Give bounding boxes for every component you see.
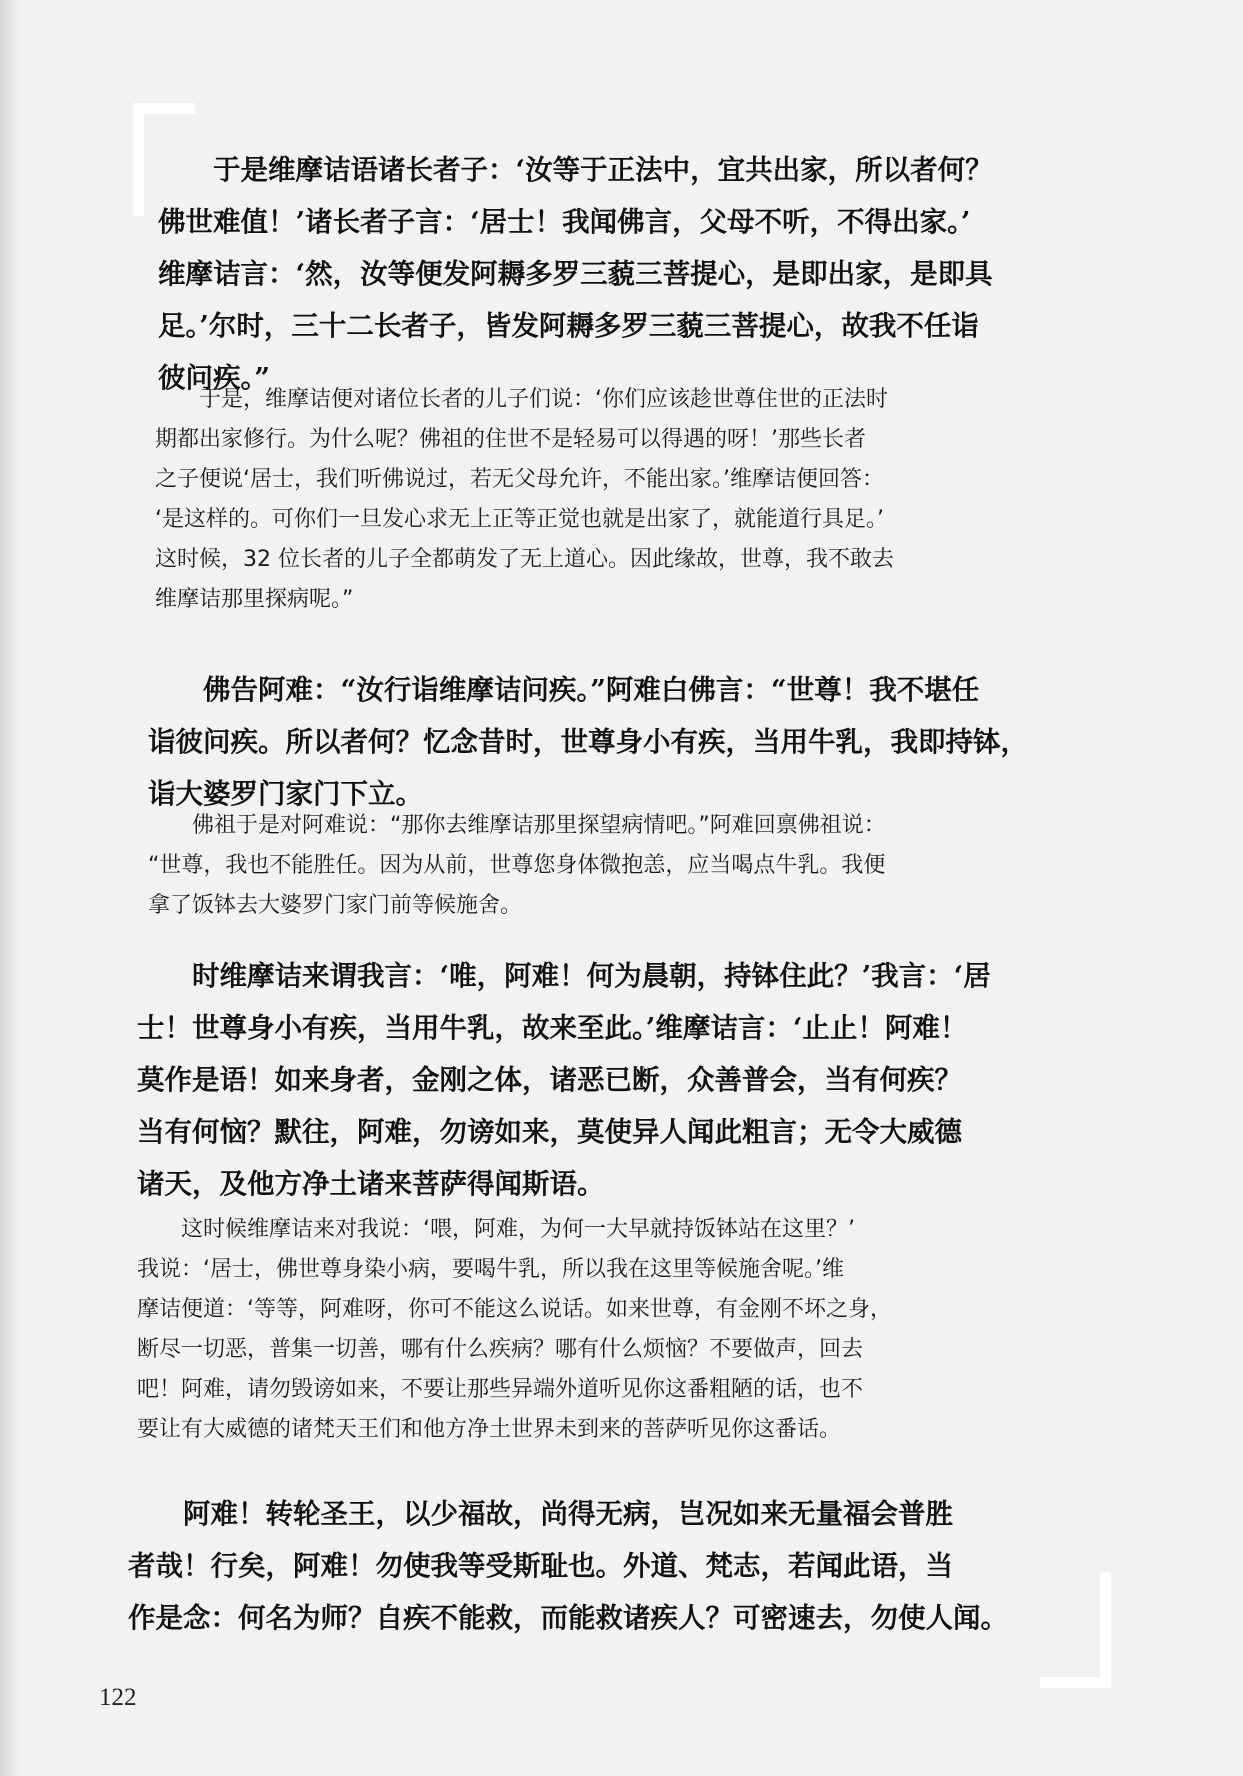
corner-mark-top-left: [133, 103, 144, 216]
text-line: 我说：‘居士，佛世尊身染小病，要喝牛乳，所以我在这里等候施舍呢。’维: [137, 1257, 844, 1282]
text-line: 诣大婆罗门家门下立。: [148, 778, 423, 810]
text-line: 这时候维摩诘来对我说：‘喂，阿难，为何一大早就持饭钵站在这里？’: [181, 1217, 855, 1242]
text-line: 佛祖于是对阿难说：“那你去维摩诘那里探望病情吧。”阿难回禀佛祖说：: [192, 813, 886, 838]
text-line: 这时候，32 位长者的儿子全都萌发了无上道心。因此缘故，世尊，我不敢去: [155, 547, 894, 572]
corner-mark-bottom-right: [1040, 1677, 1111, 1688]
corner-mark-top-left: [133, 103, 195, 114]
text-line: 之子便说‘居士，我们听佛说过，若无父母允许，不能出家。’维摩诘便回答：: [155, 467, 884, 492]
text-line: 阿难！转轮圣王，以少福故，尚得无病，岂况如来无量福会普胜: [183, 1498, 953, 1530]
text-line: 维摩诘那里探病呢。”: [155, 587, 354, 612]
sutra-passage-3: [137, 950, 1082, 1210]
text-line: 诸天，及他方净土诸来菩萨得闻斯语。: [137, 1168, 605, 1200]
text-line: ‘是这样的。可你们一旦发心求无上正等正觉也就是出家了，就能道行具足。’: [155, 507, 884, 532]
text-line: 当有何恼？默往，阿难，勿谤如来，莫使异人闻此粗言；无令大威德: [137, 1116, 962, 1148]
translation-passage-2: [148, 806, 1093, 926]
sutra-passage-4: [128, 1488, 1073, 1644]
text-line: 断尽一切恶，普集一切善，哪有什么疾病？哪有什么烦恼？不要做声，回去: [137, 1337, 864, 1362]
text-line: 者哉！行矣，阿难！勿使我等受斯耻也。外道、梵志，若闻此语，当: [128, 1550, 953, 1582]
sutra-passage-2: [148, 664, 1093, 820]
page-number: 122: [99, 1684, 137, 1711]
text-line: 足。’尔时，三十二长者子，皆发阿耨多罗三藐三菩提心，故我不任诣: [158, 310, 979, 342]
text-line: 于是，维摩诘便对诸位长者的儿子们说：‘你们应该趁世尊住世的正法时: [199, 387, 888, 412]
text-line: “世尊，我也不能胜任。因为从前，世尊您身体微抱恙，应当喝点牛乳。我便: [148, 853, 886, 878]
text-line: 佛告阿难：“汝行诣维摩诘问疾。”阿难白佛言：“世尊！我不堪任: [203, 674, 980, 706]
translation-passage-1: [155, 380, 1100, 620]
text-line: 彼问疾。”: [158, 362, 271, 394]
text-line: 拿了饭钵去大婆罗门家门前等候施舍。: [148, 893, 523, 918]
text-line: 摩诘便道：‘等等，阿难呀，你可不能这么说话。如来世尊，有金刚不坏之身，: [137, 1297, 892, 1322]
text-line: 作是念：何名为师？自疾不能救，而能救诸疾人？可密速去，勿使人闻。: [128, 1602, 1008, 1634]
text-line: 维摩诘言：‘然，汝等便发阿耨多罗三藐三菩提心，是即出家，是即具: [158, 258, 993, 290]
sutra-passage-1: [158, 144, 1103, 404]
text-line: 要让有大威德的诸梵天王们和他方净土世界未到来的菩萨听见你这番话。: [137, 1417, 842, 1442]
text-line: 期都出家修行。为什么呢？佛祖的住世不是轻易可以得遇的呀！’那些长者: [155, 427, 866, 452]
text-line: 莫作是语！如来身者，金刚之体，诸恶已断，众善普会，当有何疾？: [137, 1064, 962, 1096]
corner-mark-bottom-right: [1100, 1572, 1111, 1688]
text-line: 佛世难值！’诸长者子言：‘居士！我闻佛言，父母不听，不得出家。’: [158, 206, 971, 238]
text-line: 士！世尊身小有疾，当用牛乳，故来至此。’维摩诘言：‘止止！阿难！: [137, 1012, 968, 1044]
text-line: 于是维摩诘语诸长者子：‘汝等于正法中，宜共出家，所以者何？: [213, 154, 993, 186]
translation-passage-3: [137, 1210, 1082, 1450]
page-edge-shadow: [0, 0, 22, 1776]
text-line: 诣彼问疾。所以者何？忆念昔时，世尊身小有疾，当用牛乳，我即持钵，: [148, 726, 1028, 758]
text-line: 时维摩诘来谓我言：‘唯，阿难！何为晨朝，持钵住此？’我言：‘居: [192, 960, 991, 992]
text-line: 吧！阿难，请勿毁谤如来，不要让那些异端外道听见你这番粗陋的话，也不: [137, 1377, 864, 1402]
